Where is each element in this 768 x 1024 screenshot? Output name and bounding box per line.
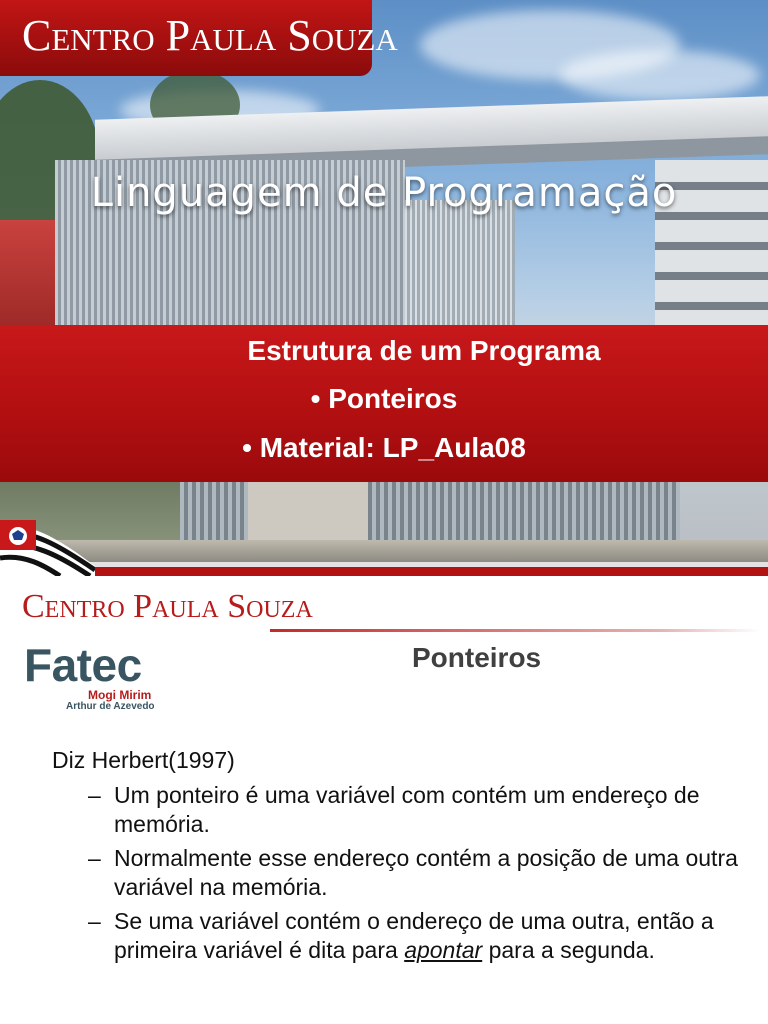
dash-bullet-icon: – [88,908,101,934]
banner-bullet [0,432,768,464]
logo-text-value: Centro Paula Souza [22,588,313,625]
content-slide [0,576,768,1024]
logo-text [22,10,398,61]
fatec-subtitle: Arthur de Azevedo [66,701,155,712]
building-glass-facade [405,200,515,326]
slide-title: Linguagem de Programação [90,170,678,216]
cloud [560,50,760,100]
bottom-band [0,562,768,576]
fatec-logo: Fatec [24,639,142,691]
dash-bullet-icon: – [88,782,101,808]
bullet-icon: • [242,432,252,463]
ground [0,540,768,562]
list-item-text: Normalmente esse endereço contém a posição de uma outra variável na memória. [114,845,738,900]
banner-bullet-text: Material: LP_Aula08 [259,432,526,463]
building-red-wall [0,220,60,326]
logo-text-value: Centro Paula Souza [22,11,398,60]
header-divider [270,629,760,632]
centro-paula-souza-logo [22,588,313,626]
dash-bullet-icon: – [88,845,101,871]
building-pillar [248,482,368,544]
list-item-text: Se uma variável contém o endereço de uma outra, então a primeira variável é dita para [114,908,714,963]
banner-bullet [0,383,768,415]
emphasized-word: apontar [404,937,483,963]
slide-body [52,746,742,970]
centro-paula-souza-logo [0,0,398,76]
list-item [52,781,742,839]
subtitle-banner [0,325,768,482]
fatec-campus: Mogi Mirim [88,688,152,702]
list-item-text: para a segunda. [482,937,655,963]
slide-title: Ponteiros [412,642,542,673]
list-item [52,844,742,902]
banner-heading: Estrutura de um Programa [247,335,601,366]
intro-text: Diz Herbert(1997) [52,747,235,773]
bullet-icon: • [310,383,321,414]
list-item-text: Um ponteiro é uma variável com contém um endereço de memória. [114,782,700,837]
banner-bullet-text: Ponteiros [328,383,458,414]
list-item [52,907,742,965]
sao-paulo-flag-icon [0,520,95,576]
